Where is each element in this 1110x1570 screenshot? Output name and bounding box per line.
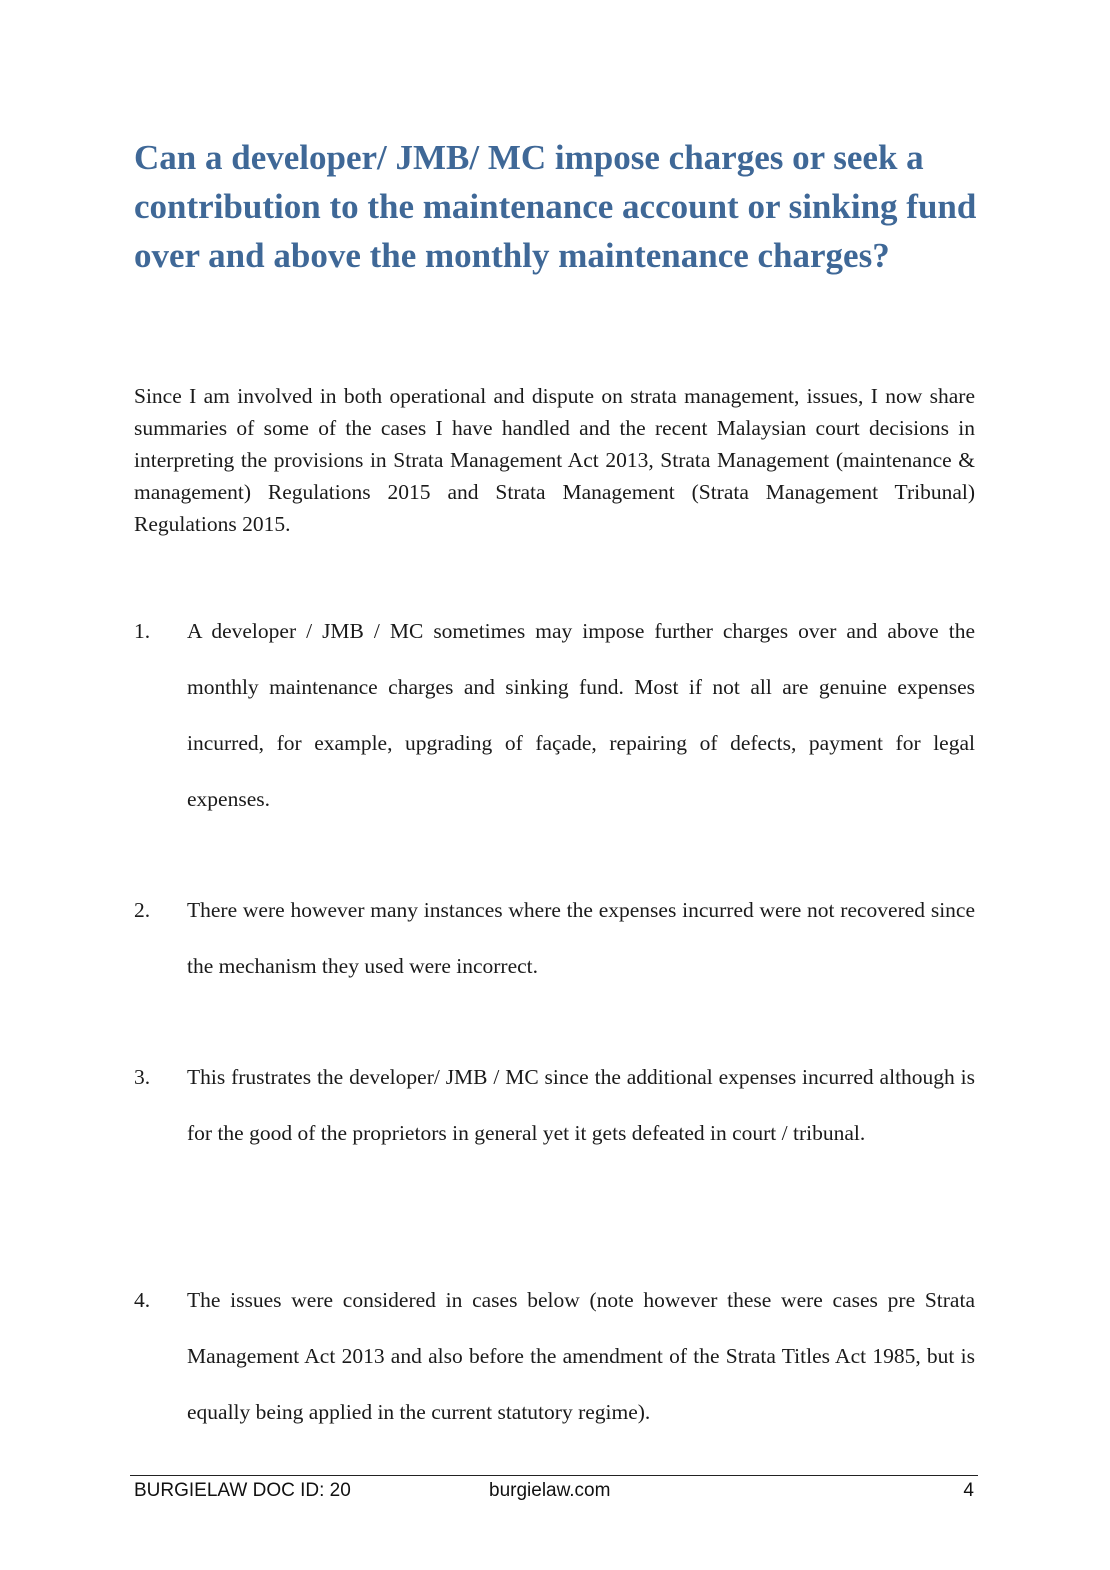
footer-doc-id: BURGIELAW DOC ID: 20	[134, 1480, 351, 1501]
footer-divider	[130, 1475, 978, 1476]
list-item	[134, 882, 975, 994]
list-item-text: A developer / JMB / MC sometimes may impose further charges over and above the monthly maintenance charges and sinking fund. Most if not all are genuine expenses incurred, for example, upgrading of façade, repairing of defects, payment for legal expenses.	[187, 619, 975, 811]
list-item-number: 2.	[134, 898, 151, 922]
list-item	[134, 1049, 975, 1161]
intro-paragraph: Since I am involved in both operational and dispute on strata management, issues, I now share summaries of some of the cases I have handled and the recent Malaysian court decisions in interpreting the provisions in Strata Management Act 2013, Strata Management (maintenance & management) Regulations 2015 and Strata Management (Strata Management Tribunal) Regulations 2015.	[134, 384, 975, 536]
footer-page-number: 4	[963, 1480, 974, 1501]
list-item-text: There were however many instances where the expenses incurred were not recovered since the mechanism they used were incorrect.	[187, 898, 975, 978]
list-item	[134, 1272, 975, 1440]
list-item-number: 4.	[134, 1288, 151, 1312]
list-item-text: The issues were considered in cases below (note however these were cases pre Strata Management Act 2013 and also before the amendment of the Strata Titles Act 1985, but is equally being applied in the current statutory regime).	[187, 1288, 975, 1424]
footer-website-link[interactable]: burgielaw.com	[489, 1480, 611, 1501]
list-item-number: 1.	[134, 619, 151, 643]
list-item	[134, 603, 975, 827]
list-item-text: This frustrates the developer/ JMB / MC since the additional expenses incurred although is for the good of the proprietors in general yet it gets defeated in court / tribunal.	[187, 1065, 975, 1145]
list-item-number: 3.	[134, 1065, 151, 1089]
page-title: Can a developer/ JMB/ MC impose charges or seek a contribution to the maintenance account or sinking fund over and above the monthly maintenance charges?	[134, 138, 977, 275]
